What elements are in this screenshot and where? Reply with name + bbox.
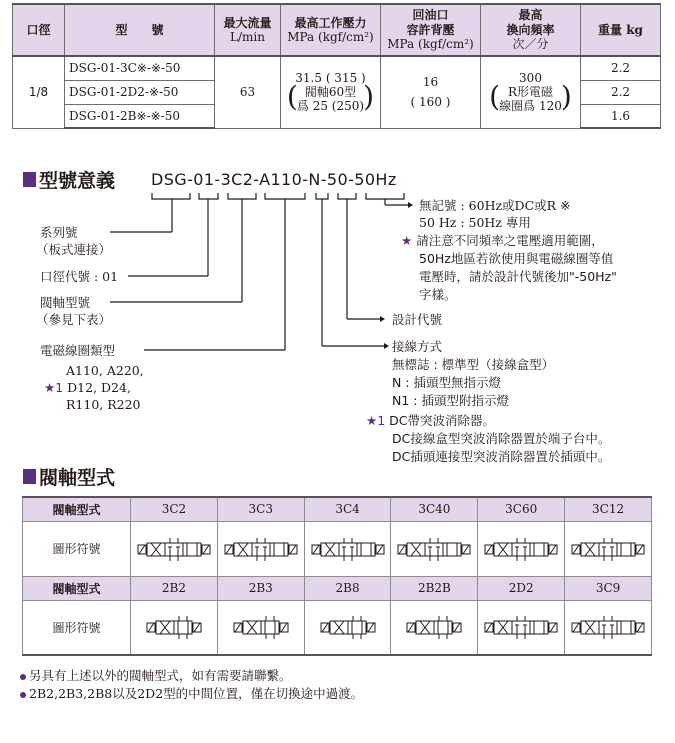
note-coil-values-1: A110, A220, bbox=[66, 363, 144, 378]
section-square-icon bbox=[23, 469, 36, 484]
valve-symbol-3c2 bbox=[134, 536, 214, 562]
note-design: 設計代號 bbox=[392, 312, 443, 327]
model-cell: DSG-01-2B※-※-50 bbox=[65, 104, 215, 128]
spool-code: 2B2B bbox=[391, 576, 478, 600]
note-dc-3: DC插頭連接型突波消除器置於插頭中。 bbox=[392, 449, 611, 464]
weight-cell: 2.2 bbox=[581, 56, 661, 80]
note-series-sub: （板式連接） bbox=[36, 242, 112, 257]
symbol-cell bbox=[391, 521, 478, 576]
note-freq-1: 無記號 : 60Hz或DC或R ※ bbox=[419, 198, 571, 213]
back-pressure-cell: 16 ( 160 ) bbox=[381, 56, 481, 128]
symbol-cell bbox=[565, 521, 652, 576]
note-dc-1: ★1 DC帶突波消除器。 bbox=[366, 413, 496, 428]
footnote-1: 另具有上述以外的閥軸型式，如有需要請聯繫。 bbox=[20, 666, 292, 684]
header-max-flow: 最大流量 L/min bbox=[215, 4, 281, 56]
spool-code: 3C3 bbox=[217, 497, 304, 521]
valve-symbol-2b8 bbox=[308, 614, 388, 640]
spool-code: 3C2 bbox=[131, 497, 218, 521]
note-wiring-title: 接線方式 bbox=[392, 339, 443, 354]
note-spool-sub: （參見下表） bbox=[36, 312, 112, 327]
spool-section-title: 閥軸型式 bbox=[23, 463, 115, 490]
symbol-cell bbox=[131, 600, 218, 655]
symbol-cell bbox=[478, 600, 565, 655]
symbol-cell bbox=[217, 600, 304, 655]
spool-code: 3C9 bbox=[565, 576, 652, 600]
valve-symbol-2b3 bbox=[221, 614, 301, 640]
spool-code: 3C12 bbox=[565, 497, 652, 521]
symbol-cell bbox=[304, 600, 391, 655]
note-freq-warning-4: 字樣。 bbox=[419, 287, 457, 302]
weight-cell: 1.6 bbox=[581, 104, 661, 128]
spool-header-row bbox=[23, 497, 652, 521]
valve-symbol-3c12 bbox=[568, 536, 648, 562]
note-dc-2: DC接線盒型突波消除器置於端子台中。 bbox=[392, 431, 611, 446]
bullet-icon bbox=[20, 674, 26, 680]
max-pressure-cell: 31.5 ( 315 ) ( 閥軸60型 爲 25 (250) ) bbox=[281, 56, 381, 128]
symbol-row-label: 圖形符號 bbox=[23, 600, 131, 655]
note-coil-values-2: ★1 D12, D24, bbox=[44, 380, 131, 395]
symbol-cell bbox=[565, 600, 652, 655]
spool-code: 2B8 bbox=[304, 576, 391, 600]
note-freq-warning-1: ★ 請注意不同頻率之電壓適用範圍， bbox=[401, 233, 604, 248]
weight-cell: 2.2 bbox=[581, 80, 661, 104]
valve-symbol-3c3 bbox=[221, 536, 301, 562]
spool-row-label: 閥軸型式 bbox=[23, 497, 131, 521]
note-freq-warning-2: 50Hz地區若欲使用與電磁線圈等值 bbox=[419, 251, 614, 266]
max-flow-cell: 63 bbox=[215, 56, 281, 128]
footnote-2: 2B2,2B3,2B8以及2D2型的中間位置，僅在切換途中過渡。 bbox=[20, 684, 363, 702]
spool-code: 3C4 bbox=[304, 497, 391, 521]
spool-code: 2D2 bbox=[478, 576, 565, 600]
spool-symbol-row bbox=[23, 521, 652, 576]
model-code: DSG-01-3C2-A110-N-50-50Hz bbox=[151, 170, 397, 189]
bullet-icon bbox=[20, 692, 26, 698]
note-coil: 電磁線圈類型 bbox=[40, 343, 116, 358]
switch-freq-cell: 300 ( R形電磁 線圈爲 120 ) bbox=[481, 56, 581, 128]
valve-symbol-2d2 bbox=[481, 614, 561, 640]
symbol-cell bbox=[217, 521, 304, 576]
note-spool: 閥軸型號 bbox=[40, 295, 91, 310]
header-back-pressure: 回油口 容許背壓 MPa (kgf/cm²) bbox=[381, 4, 481, 56]
symbol-cell bbox=[131, 521, 218, 576]
spool-code: 3C60 bbox=[478, 497, 565, 521]
note-coil-values-3: R110, R220 bbox=[66, 397, 141, 412]
spool-code: 2B3 bbox=[217, 576, 304, 600]
note-wiring-1: 無標誌 : 標準型（接線盒型） bbox=[392, 357, 555, 372]
model-cell: DSG-01-3C※-※-50 bbox=[65, 56, 215, 80]
symbol-row-label: 圖形符號 bbox=[23, 521, 131, 576]
header-switch-freq: 最高 換向頻率 次／分 bbox=[481, 4, 581, 56]
valve-symbol-2b2 bbox=[134, 614, 214, 640]
valve-symbol-3c60 bbox=[481, 536, 561, 562]
spool-table bbox=[22, 496, 652, 656]
symbol-cell bbox=[304, 521, 391, 576]
valve-symbol-2b2b bbox=[394, 614, 474, 640]
valve-symbol-3c9 bbox=[568, 614, 648, 640]
spool-header-row bbox=[23, 576, 652, 600]
header-model: 型 號 bbox=[65, 4, 215, 56]
header-weight: 重量 kg bbox=[581, 4, 661, 56]
valve-symbol-3c40 bbox=[394, 536, 474, 562]
spool-code: 2B2 bbox=[131, 576, 218, 600]
model-cell: DSG-01-2D2-※-50 bbox=[65, 80, 215, 104]
model-section-title: 型號意義 bbox=[23, 166, 115, 193]
spool-row-label: 閥軸型式 bbox=[23, 576, 131, 600]
header-max-pressure: 最高工作壓力 MPa (kgf/cm²) bbox=[281, 4, 381, 56]
symbol-cell bbox=[391, 600, 478, 655]
note-port: 口徑代號 : 01 bbox=[40, 269, 119, 284]
note-freq-2: 50 Hz : 50Hz 專用 bbox=[419, 215, 531, 230]
symbol-cell bbox=[478, 521, 565, 576]
spool-symbol-row bbox=[23, 600, 652, 655]
port-cell: 1/8 bbox=[13, 56, 65, 128]
spool-code: 3C40 bbox=[391, 497, 478, 521]
note-freq-warning-3: 電壓時，請於設計代號後加"-50Hz" bbox=[419, 269, 617, 284]
note-series: 系列號 bbox=[40, 225, 78, 240]
note-wiring-3: N1 : 插頭型附指示燈 bbox=[392, 393, 509, 408]
header-port: 口徑 bbox=[13, 4, 65, 56]
valve-symbol-3c4 bbox=[308, 536, 388, 562]
note-wiring-2: N : 插頭型無指示燈 bbox=[392, 375, 502, 390]
